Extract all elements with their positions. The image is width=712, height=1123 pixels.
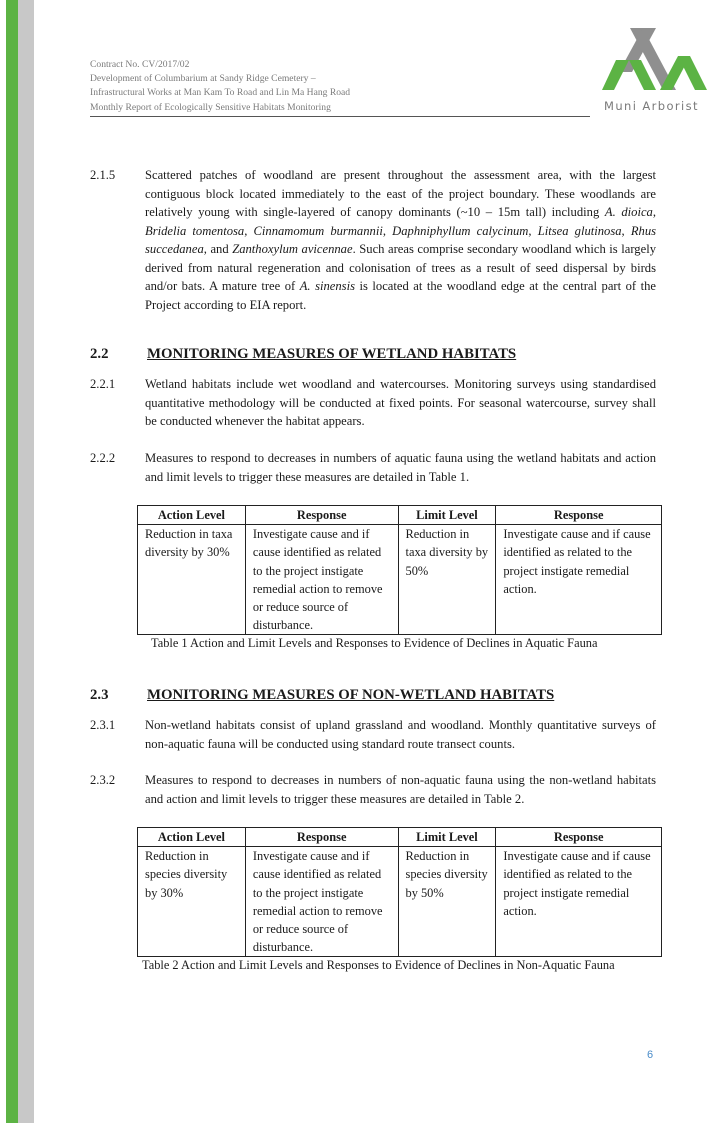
species-name: Bridelia tomentosa [145,223,245,238]
text-run: , [652,205,657,219]
text-run: , and [203,242,233,256]
logo-green-right-down [678,56,707,90]
logo-text: Muni Arborist [604,99,699,113]
paragraph-2-2-2 [90,449,656,486]
cell-limit-level: Reduction in taxa diversity by 50% [398,525,496,635]
paragraph-number: 2.3.1 [90,718,116,732]
header-response: Response [496,828,662,847]
heading-number: 2.2 [90,346,109,362]
table-1-caption: Table 1 Action and Limit Levels and Responses to Evidence of Declines in Aquatic Fauna [151,636,598,650]
text-run: , [244,223,254,238]
table-1-aquatic-fauna [137,505,662,635]
paragraph-2-1-5 [90,166,656,314]
cell-action-level: Reduction in species diversity by 30% [138,847,246,957]
header-response: Response [245,828,398,847]
document-header [90,58,590,117]
species-name: A. sinensis [299,279,355,293]
species-name: Daphniphyllum calycinum [392,223,529,238]
table-2-non-aquatic-fauna [137,827,662,957]
species-name: Rhus succedanea [145,223,657,256]
paragraph-text: Non-wetland habitats consist of upland grassland and woodland. Monthly quantitative surveys of non-aquatic fauna will be conducted using standard route transect counts. [145,718,656,751]
heading-title: MONITORING MEASURES OF NON-WETLAND HABITATS [147,687,555,703]
paragraph-text [145,166,656,314]
text-run: , [382,223,393,238]
table-row [138,847,662,957]
species-name: Litsea glutinosa [537,223,622,238]
header-contract-line: Contract No. CV/2017/02 [90,59,190,70]
species-name: Zanthoxylum avicennae [232,242,353,256]
heading-title: MONITORING MEASURES OF WETLAND HABITATS [147,346,517,362]
left-bar-notch [18,170,34,202]
logo-green-left [602,60,629,90]
species-name: A. dioica [604,205,653,219]
paragraph-number: 2.1.5 [90,168,116,182]
text-run: Scattered patches of woodland are present throughout the assessment area, with the largest contiguous block located immediately to the east of the project boundary. These woodlands are relatively young with single-layered of canopy dominants (~10 – 15m tall) including [145,168,656,219]
table-2-caption: Table 2 Action and Limit Levels and Responses to Evidence of Declines in Non-Aquatic Fauna [142,958,615,972]
text-run: . Such areas comprise secondary woodland which is largely derived from natural regeneration and colonisation of trees as a result of seed dispersal by birds and/or bats. A mature tree of [145,242,656,293]
header-action-level: Action Level [138,828,246,847]
species-name: Cinnamomum burmannii [253,223,383,238]
paragraph-number: 2.2.1 [90,377,116,391]
cell-response: Investigate cause and if cause identified as related to the project instigate remedial action to remove or reduce source of disturbance. [245,847,398,957]
table-row [138,525,662,635]
header-response: Response [245,506,398,525]
paragraph-number: 2.2.2 [90,451,116,465]
header-report-line: Monthly Report of Ecologically Sensitive Habitats Monitoring [90,101,331,113]
paragraph-text: Measures to respond to decreases in numbers of non-aquatic fauna using the non-wetland habitats and action and limit levels to trigger these measures are detailed in Table 2. [145,773,656,806]
table-header-row [138,828,662,847]
text-run: is located at the woodland edge at the central part of the Project according to EIA report. [145,279,657,312]
header-rule [90,116,590,117]
header-project-line: Development of Columbarium at Sandy Ridge Cemetery – [90,73,316,85]
paragraph-text: Measures to respond to decreases in numbers of aquatic fauna using the wetland habitats and action and limit levels to trigger these measures are detailed in Table 1. [145,451,656,484]
header-action-level: Action Level [138,506,246,525]
header-limit-level: Limit Level [398,828,496,847]
left-green-bar [6,0,18,1123]
paragraph-text: Wetland habitats include wet woodland and watercourses. Monitoring surveys using standardised quantitative methodology will be conducted at fixed points. For seasonal watercourse, survey shall be conducted whenever the habitat appears. [145,377,656,428]
cell-response: Investigate cause and if cause identified as related to the project instigate remedial action to remove or reduce source of disturbance. [245,525,398,635]
paragraph-2-2-1 [90,375,656,431]
text-run: , [621,223,631,238]
text-run: , [528,223,538,238]
paragraph-2-3-2 [90,771,656,808]
paragraph-2-3-1 [90,716,656,753]
cell-response: Investigate cause and if cause identified as related to the project instigate remedial action. [496,847,662,957]
header-works-line: Infrastructural Works at Man Kam To Road and Lin Ma Hang Road [90,87,351,99]
left-gray-bar [18,0,34,1123]
heading-number: 2.3 [90,687,109,703]
cell-limit-level: Reduction in species diversity by 50% [398,847,496,957]
table-header-row [138,506,662,525]
header-response: Response [496,506,662,525]
paragraph-number: 2.3.2 [90,773,116,787]
header-limit-level: Limit Level [398,506,496,525]
cell-action-level: Reduction in taxa diversity by 30% [138,525,246,635]
page-number: 6 [647,1049,654,1061]
cell-response: Investigate cause and if cause identified as related to the project instigate remedial action. [496,525,662,635]
